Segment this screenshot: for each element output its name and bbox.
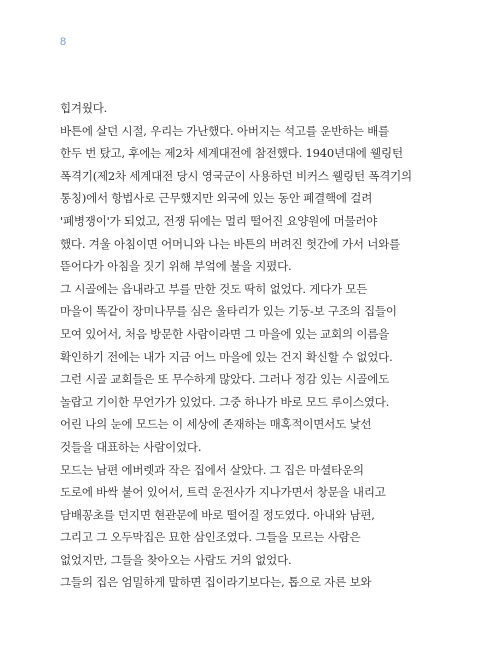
text-line: 통칭)에서 항법사로 근무했지만 외국에 있는 동안 폐결핵에 걸려 <box>60 191 373 206</box>
text-line: 힙겨웠다. <box>60 101 108 115</box>
text-line: 도로에 바싹 붙어 있어서, 트럭 운전사가 지나가면서 창문을 내리고 <box>60 485 386 500</box>
text-line: 놀랍고 기이한 무언가가 있었다. 그중 하나가 바로 모드 루이스였다. <box>60 394 390 409</box>
text-line: 한두 번 탔고, 후에는 제2차 세계대전에 참전했다. 1940년대에 웰링턴 <box>60 146 403 161</box>
text-line: '폐병쟁이'가 되었고, 전쟁 뒤에는 멀리 떨어진 요양원에 머물러야 <box>60 213 378 228</box>
text-line: 확인하기 전에는 내가 지금 어느 마을에 있는 건지 확신할 수 없었다. <box>60 349 393 364</box>
text-line: 그런 시골 교회들은 또 무수하게 많았다. 그러나 정감 있는 시골에도 <box>60 372 390 387</box>
text-line: 없었지만, 그들을 찾아오는 사람도 거의 없었다. <box>60 552 292 567</box>
text-line: 바튼에 살던 시절, 우리는 가난했다. 아버지는 석고를 운반하는 배를 <box>60 123 390 138</box>
text-line: 그들의 집은 엄밀하게 말하면 집이라기보다는, 톱으로 자른 보와 <box>60 575 372 590</box>
text-line: 어린 나의 눈에 모드는 이 세상에 존재하는 매혹적이면서도 낯선 <box>60 417 372 432</box>
text-line: 그 시골에는 읍내라고 부를 만한 것도 딱히 없었다. 게다가 모든 <box>60 281 368 296</box>
body-text <box>60 97 445 594</box>
text-line: 것들을 대표하는 사람이었다. <box>60 439 202 454</box>
text-line: 그리고 그 오두막집은 묘한 삼인조였다. 그들을 모르는 사람은 <box>60 530 361 545</box>
text-line: 담배꽁초를 던지면 현관문에 바로 떨어질 정도였다. 아내와 남편, <box>60 507 375 522</box>
text-line: 했다. 겨울 아침이면 어머니와 나는 바튼의 버려진 헛간에 가서 너와를 <box>60 236 401 251</box>
text-line: 마을이 똑같이 장미나무를 심은 울타리가 있는 기둥-보 구조의 집들이 <box>60 304 397 319</box>
text-line: 모드는 남편 에버렛과 작은 집에서 살았다. 그 집은 마셜타운의 <box>60 462 364 477</box>
page-number: 8 <box>60 36 67 48</box>
text-line: 뜯어다가 아침을 짓기 위해 부엌에 불을 지폈다. <box>60 259 292 274</box>
text-line: 폭격기(제2차 세계대전 당시 영국군이 사용하던 비커스 웰링턴 폭격기의 <box>60 168 412 183</box>
text-line: 모여 있어서, 처음 방문한 사람이라면 그 마을에 있는 교회의 이름을 <box>60 326 390 341</box>
